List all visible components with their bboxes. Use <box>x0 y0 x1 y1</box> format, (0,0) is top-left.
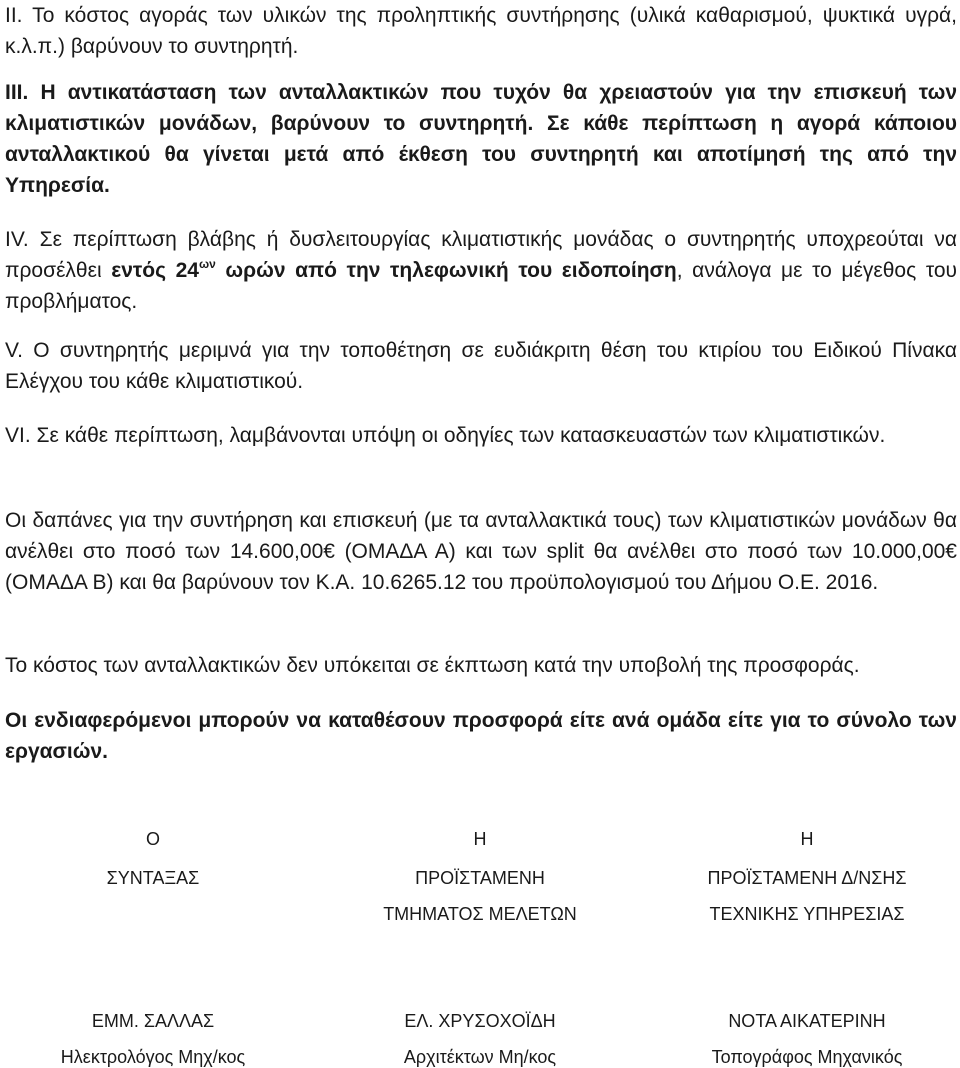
paragraph-vi: VI. Σε κάθε περίπτωση, λαμβάνονται υπόψη οι οδηγίες των κατασκευαστών των κλιματιστικών. <box>5 424 886 447</box>
paragraph-offers: Οι ενδιαφερόμενοι μπορούν να καταθέσουν προσφορά είτε ανά ομάδα είτε για το σύνολο των εργασιών. <box>5 709 957 763</box>
signature-block-directorate-head <box>657 828 957 1068</box>
signature-title: Τοπογράφος Μηχανικός <box>711 1047 903 1067</box>
signature-name: ΝΟΤΑ ΑΙΚΑΤΕΡΙΝΗ <box>728 1011 886 1031</box>
signature-article: Η <box>473 829 487 849</box>
paragraph-iv <box>5 224 957 317</box>
paragraph-iv-text-end: , ανάλογα με το μέγεθος του προβλήματος. <box>5 259 957 313</box>
signature-role-line2: ΤΕΧΝΙΚΗΣ ΥΠΗΡΕΣΙΑΣ <box>709 904 905 924</box>
signature-title: Ηλεκτρολόγος Μηχ/κος <box>60 1047 246 1067</box>
signature-role-line2: ΤΜΗΜΑΤΟΣ ΜΕΛΕΤΩΝ <box>383 904 577 924</box>
paragraph-costs: Οι δαπάνες για την συντήρηση και επισκευή (με τα ανταλλακτικά τους) των κλιματιστικών μονάδων θα ανέλθει στο ποσό των 14.600,00€ (ΟΜΑΔΑ Α) και των split θα ανέλθει στο ποσό των 10.000,00€ (ΟΜΑΔΑ Β) και θα βαρύνουν τον Κ.Α. 10.6265.12 του προϋπολογισμού του Δήμου Ο.Ε. 2016. <box>5 509 957 594</box>
signature-article: Η <box>800 829 814 849</box>
paragraph-iv-text-start: IV. Σε περίπτωση βλάβης ή δυσλειτουργίας κλιματιστικής μονάδας ο συντηρητής υποχρεούται να προσέλθει <box>5 228 957 282</box>
signature-title: Αρχιτέκτων Μη/κος <box>403 1047 557 1067</box>
paragraph-ii: ΙΙ. Το κόστος αγοράς των υλικών της προληπτικής συντήρησης (υλικά καθαρισμού, ψυκτικά υγρά, κ.λ.π.) βαρύνουν το συντηρητή. <box>5 4 957 58</box>
paragraph-iv-deadline: εντός 24 <box>111 259 199 282</box>
signature-block-department-head <box>330 828 630 1068</box>
signature-role: ΠΡΟΪΣΤΑΜΕΝΗ Δ/ΝΣΗΣ <box>707 868 907 888</box>
paragraph-iv-superscript: ων <box>198 257 216 271</box>
paragraph-v: V. Ο συντηρητής μεριμνά για την τοποθέτηση σε ευδιάκριτη θέση του κτιρίου του Ειδικού Πίνακα Ελέγχου του κάθε κλιματιστικού. <box>5 339 957 393</box>
signature-role: ΠΡΟΪΣΤΑΜΕΝΗ <box>415 868 545 888</box>
signature-article: Ο <box>145 829 160 849</box>
paragraph-parts-cost: Το κόστος των ανταλλακτικών δεν υπόκειται σε έκπτωση κατά την υποβολή της προσφοράς. <box>5 654 860 677</box>
paragraph-iii: ΙΙΙ. Η αντικατάσταση των ανταλλακτικών που τυχόν θα χρειαστούν για την επισκευή των κλιματιστικών μονάδων, βαρύνουν το συντηρητή. Σε κάθε περίπτωση η αγορά κάποιου ανταλλακτικού θα γίνεται μετά από έκθεση του συντηρητή και αποτίμησή της από την Υπηρεσία. <box>5 81 957 197</box>
signature-role: ΣΥΝΤΑΞΑΣ <box>106 868 200 888</box>
signature-name: ΕΛ. ΧΡΥΣΟΧΟΪΔΗ <box>404 1011 556 1031</box>
signature-name: ΕΜΜ. ΣΑΛΛΑΣ <box>91 1011 215 1031</box>
signature-block-author <box>3 828 303 1068</box>
paragraph-iv-deadline-rest: ωρών από την τηλεφωνική του ειδοποίηση <box>215 259 677 282</box>
